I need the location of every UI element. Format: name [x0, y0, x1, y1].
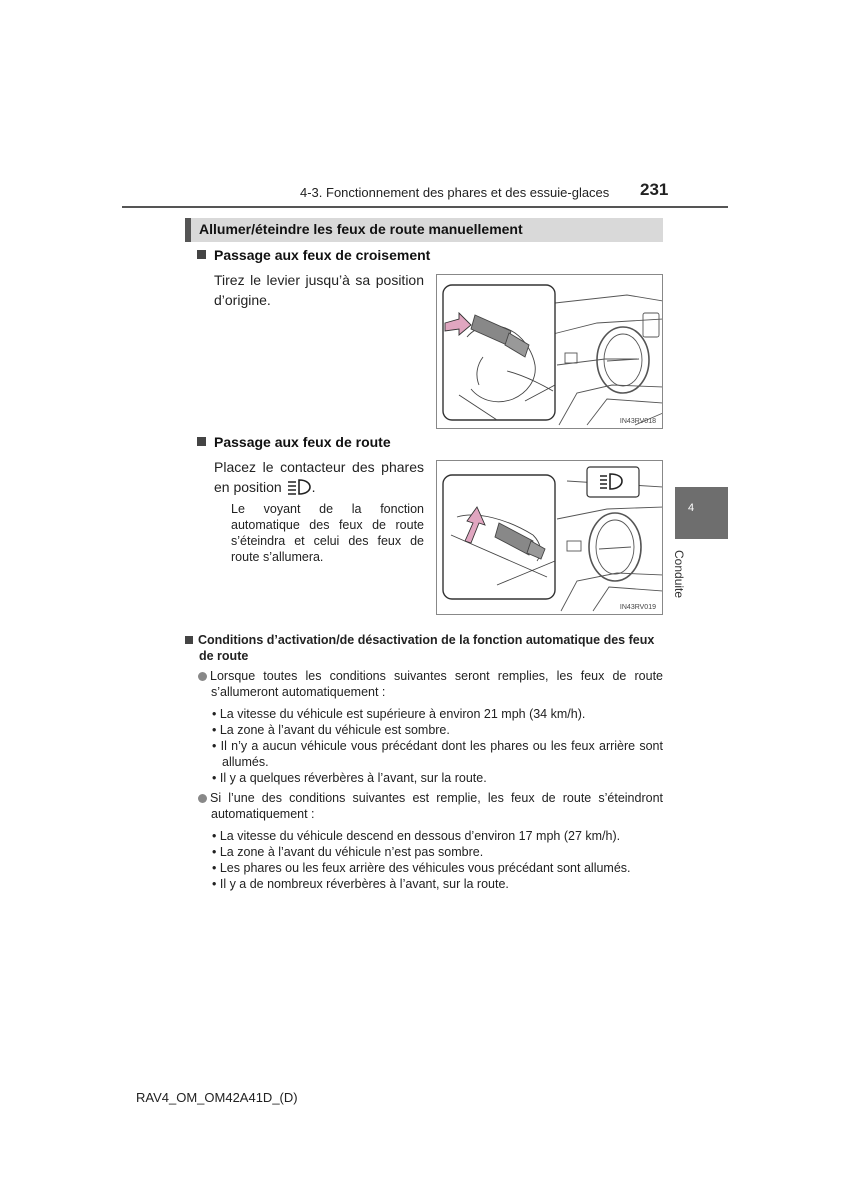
low-beam-figure: [436, 274, 663, 429]
list-item: • Il y a de nombreux réverbères à l’avant, sur la route.: [212, 877, 509, 891]
section-title: Allumer/éteindre les feux de route manuellement: [185, 218, 663, 242]
high-beam-icon: [286, 479, 312, 500]
header-divider: [122, 206, 728, 208]
figure-code: IN43RV018: [619, 418, 656, 425]
low-beam-instruction: Tirez le levier jusqu’à sa position d’origine.: [214, 272, 424, 308]
high-beam-illustration: [437, 461, 663, 615]
high-beam-note: Le voyant de la fonction automatique des feux de route s’éteindra et celui des feux de route s’allumera.: [231, 502, 424, 564]
conditions-title: [185, 632, 663, 664]
square-bullet-icon: [197, 250, 206, 259]
page-number: 231: [640, 180, 669, 199]
square-bullet-icon: [197, 437, 206, 446]
list-item-text: La zone à l’avant du véhicule est sombre.: [219, 723, 450, 737]
list-item-text: Il y a quelques réverbères à l’avant, sur la route.: [219, 771, 487, 785]
circle-bullet-icon: [198, 794, 207, 803]
condition-list-off: [185, 828, 663, 892]
list-item-text: Il y a de nombreux réverbères à l’avant, sur la route.: [219, 877, 509, 891]
list-item: • La vitesse du véhicule descend en dessous d’environ 17 mph (27 km/h).: [212, 829, 621, 843]
conditions-section: [185, 632, 663, 892]
header-section-title: 4-3. Fonctionnement des phares et des essuie-glaces: [300, 185, 610, 200]
list-item-text: La vitesse du véhicule descend en dessous d’environ 17 mph (27 km/h).: [219, 829, 621, 843]
chapter-tab: [675, 487, 728, 539]
list-item: • La vitesse du véhicule est supérieure à environ 21 mph (34 km/h).: [212, 707, 586, 721]
low-beam-heading-text: Passage aux feux de croisement: [214, 247, 431, 263]
condition-group-intro: Si l’une des conditions suivantes est remplie, les feux de route s’éteindront automatiquement :: [210, 791, 663, 821]
condition-group-intro: Lorsque toutes les conditions suivantes seront remplies, les feux de route s’allumeront automatiquement :: [210, 669, 663, 699]
high-beam-heading-text: Passage aux feux de route: [214, 434, 391, 450]
low-beam-illustration: [437, 275, 663, 429]
high-beam-instruction-end: .: [311, 479, 316, 495]
list-item: • Il n’y a aucun véhicule vous précédant dont les phares ou les feux arrière sont allumés.: [212, 739, 663, 769]
chapter-label: Conduite: [672, 550, 686, 599]
high-beam-figure: [436, 460, 663, 615]
condition-group-on: [185, 668, 663, 700]
footer-document-code: RAV4_OM_OM42A41D_(D): [136, 1090, 298, 1105]
high-beam-instruction-text: Placez le contacteur des phares en position: [214, 459, 424, 495]
circle-bullet-icon: [198, 672, 207, 681]
chapter-number: 4: [688, 502, 695, 514]
list-item-text: Les phares ou les feux arrière des véhicules vous précédant sont allumés.: [219, 861, 631, 875]
square-bullet-icon: [185, 636, 193, 644]
high-beam-instruction: [214, 457, 424, 500]
list-item-text: Il n’y a aucun véhicule vous précédant dont les phares ou les feux arrière sont allumés.: [220, 739, 663, 769]
figure-code: IN43RV019: [619, 604, 656, 611]
list-item: • La zone à l’avant du véhicule n’est pas sombre.: [212, 845, 484, 859]
list-item: • Il y a quelques réverbères à l’avant, sur la route.: [212, 771, 487, 785]
condition-group-off: [185, 790, 663, 822]
low-beam-heading: [197, 247, 430, 263]
list-item: • Les phares ou les feux arrière des véhicules vous précédant sont allumés.: [212, 861, 631, 875]
high-beam-heading: [197, 434, 391, 450]
list-item-text: La vitesse du véhicule est supérieure à environ 21 mph (34 km/h).: [219, 707, 586, 721]
list-item-text: La zone à l’avant du véhicule n’est pas sombre.: [219, 845, 484, 859]
conditions-title-text: Conditions d’activation/de désactivation de la fonction automatique des feux de route: [198, 633, 655, 663]
condition-list-on: [185, 706, 663, 786]
list-item: • La zone à l’avant du véhicule est sombre.: [212, 723, 450, 737]
